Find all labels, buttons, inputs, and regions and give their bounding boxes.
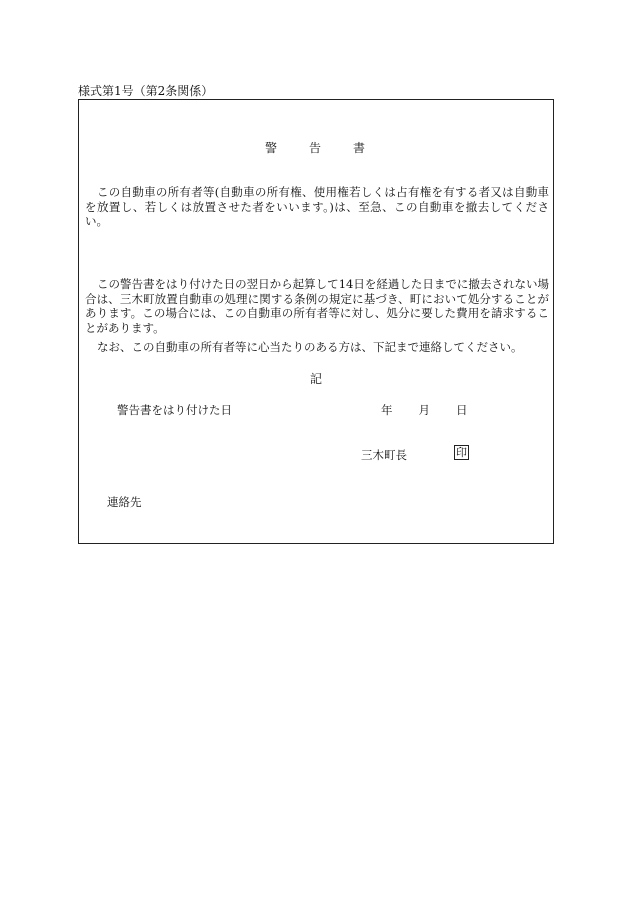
paragraph-remove-request: この自動車の所有者等(自動車の所有権、使用権若しくは占有権を有する者又は自動車を放置し、若しくは放置させた者をいいます。)は、至急、この自動車を撤去してください。: [85, 185, 549, 228]
warning-document-frame: [78, 99, 554, 544]
title-char-3: 書: [353, 141, 368, 155]
form-number-label: 様式第1号（第2条関係）: [78, 84, 214, 98]
seal-stamp: 印: [456, 446, 467, 459]
ki-heading: 記: [309, 372, 322, 386]
title-char-2: 告: [308, 141, 323, 155]
posted-date-label: 警告書をはり付けた日: [117, 403, 232, 417]
paragraph-disposal-notice: この警告書をはり付けた日の翌日から起算して14日を経過した日までに撤去されない場合は、三木町放置自動車の処理に関する条例の規定に基づき、町において処分することがあります。この場合には、この自動車の所有者等に対し、処分に要した費用を請求することがあります。: [85, 277, 549, 335]
date-day-label: 日: [456, 403, 468, 417]
date-field: [381, 402, 468, 418]
paragraph-contact-request: なお、この自動車の所有者等に心当たりのある方は、下記まで連絡してください。: [97, 340, 523, 354]
contact-label: 連絡先: [107, 495, 142, 509]
date-month-label: 月: [418, 403, 430, 417]
document-title: [79, 139, 553, 156]
date-year-label: 年: [381, 403, 393, 417]
title-char-1: 警: [264, 141, 279, 155]
mayor-label: 三木町長: [361, 448, 407, 462]
